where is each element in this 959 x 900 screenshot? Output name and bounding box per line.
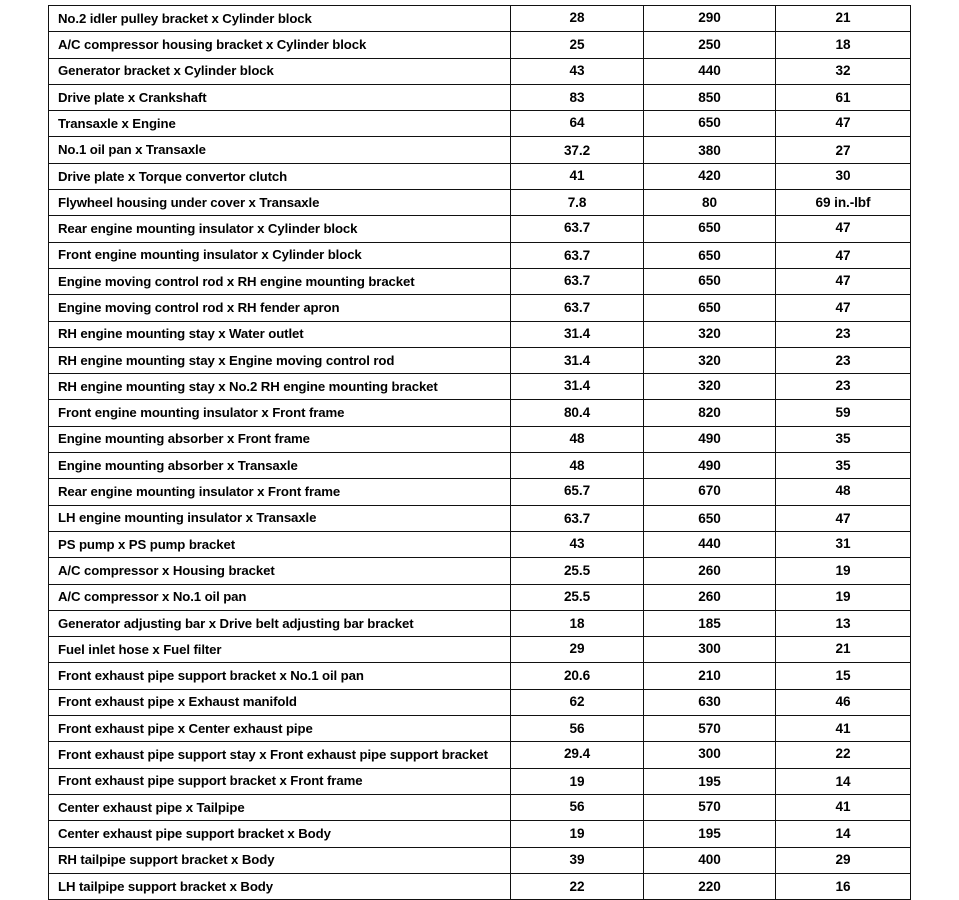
cell-torque-n-m: 56	[511, 794, 644, 820]
cell-torque-kgf-cm: 250	[644, 32, 776, 58]
cell-torque-n-m: 18	[511, 610, 644, 636]
cell-torque-kgf-cm: 320	[644, 321, 776, 347]
cell-torque-ft-lbf: 32	[776, 58, 911, 84]
cell-torque-ft-lbf: 23	[776, 374, 911, 400]
cell-part-description: Engine moving control rod x RH engine mounting bracket	[49, 268, 511, 294]
cell-part-description: Front engine mounting insulator x Cylinder block	[49, 242, 511, 268]
cell-torque-n-m: 43	[511, 531, 644, 557]
cell-part-description: A/C compressor housing bracket x Cylinder block	[49, 32, 511, 58]
cell-torque-kgf-cm: 185	[644, 610, 776, 636]
cell-part-description: Front exhaust pipe x Center exhaust pipe	[49, 716, 511, 742]
table-row	[49, 610, 911, 636]
cell-part-description: Front exhaust pipe support bracket x No.1 oil pan	[49, 663, 511, 689]
cell-torque-n-m: 64	[511, 111, 644, 137]
cell-torque-n-m: 48	[511, 453, 644, 479]
cell-torque-n-m: 31.4	[511, 321, 644, 347]
table-row	[49, 531, 911, 557]
cell-torque-kgf-cm: 490	[644, 426, 776, 452]
table-row	[49, 663, 911, 689]
cell-torque-ft-lbf: 27	[776, 137, 911, 163]
cell-torque-kgf-cm: 380	[644, 137, 776, 163]
cell-torque-kgf-cm: 570	[644, 794, 776, 820]
cell-part-description: LH engine mounting insulator x Transaxle	[49, 505, 511, 531]
cell-part-description: Flywheel housing under cover x Transaxle	[49, 190, 511, 216]
table-row	[49, 716, 911, 742]
cell-torque-kgf-cm: 300	[644, 637, 776, 663]
table-row	[49, 190, 911, 216]
cell-part-description: RH engine mounting stay x Water outlet	[49, 321, 511, 347]
cell-part-description: LH tailpipe support bracket x Body	[49, 873, 511, 899]
cell-torque-kgf-cm: 570	[644, 716, 776, 742]
cell-torque-kgf-cm: 630	[644, 689, 776, 715]
cell-part-description: A/C compressor x Housing bracket	[49, 558, 511, 584]
table-row	[49, 321, 911, 347]
cell-torque-kgf-cm: 650	[644, 268, 776, 294]
cell-torque-kgf-cm: 850	[644, 84, 776, 110]
cell-torque-n-m: 63.7	[511, 216, 644, 242]
cell-torque-ft-lbf: 48	[776, 479, 911, 505]
cell-torque-kgf-cm: 220	[644, 873, 776, 899]
table-row	[49, 400, 911, 426]
cell-part-description: No.1 oil pan x Transaxle	[49, 137, 511, 163]
cell-torque-n-m: 48	[511, 426, 644, 452]
cell-torque-n-m: 83	[511, 84, 644, 110]
table-row	[49, 768, 911, 794]
cell-torque-n-m: 7.8	[511, 190, 644, 216]
table-row	[49, 216, 911, 242]
cell-part-description: Center exhaust pipe x Tailpipe	[49, 794, 511, 820]
cell-torque-ft-lbf: 61	[776, 84, 911, 110]
cell-torque-ft-lbf: 19	[776, 558, 911, 584]
cell-torque-kgf-cm: 440	[644, 531, 776, 557]
cell-torque-kgf-cm: 260	[644, 584, 776, 610]
cell-torque-n-m: 22	[511, 873, 644, 899]
cell-torque-kgf-cm: 195	[644, 821, 776, 847]
cell-torque-n-m: 28	[511, 6, 644, 32]
cell-torque-ft-lbf: 47	[776, 216, 911, 242]
cell-torque-ft-lbf: 41	[776, 794, 911, 820]
cell-torque-ft-lbf: 29	[776, 847, 911, 873]
cell-torque-ft-lbf: 47	[776, 242, 911, 268]
table-row	[49, 374, 911, 400]
cell-part-description: Rear engine mounting insulator x Front frame	[49, 479, 511, 505]
table-row	[49, 689, 911, 715]
cell-part-description: No.2 idler pulley bracket x Cylinder block	[49, 6, 511, 32]
cell-torque-n-m: 25.5	[511, 584, 644, 610]
table-row	[49, 847, 911, 873]
cell-torque-n-m: 39	[511, 847, 644, 873]
cell-torque-n-m: 63.7	[511, 295, 644, 321]
cell-part-description: Rear engine mounting insulator x Cylinder block	[49, 216, 511, 242]
cell-torque-ft-lbf: 30	[776, 163, 911, 189]
cell-torque-ft-lbf: 21	[776, 637, 911, 663]
cell-part-description: Engine moving control rod x RH fender apron	[49, 295, 511, 321]
cell-torque-n-m: 25.5	[511, 558, 644, 584]
table-row	[49, 426, 911, 452]
table-row	[49, 163, 911, 189]
cell-torque-n-m: 29	[511, 637, 644, 663]
table-row	[49, 347, 911, 373]
cell-torque-n-m: 63.7	[511, 505, 644, 531]
cell-torque-kgf-cm: 260	[644, 558, 776, 584]
cell-part-description: RH engine mounting stay x Engine moving control rod	[49, 347, 511, 373]
cell-part-description: Front exhaust pipe support stay x Front exhaust pipe support bracket	[49, 742, 511, 768]
cell-part-description: Transaxle x Engine	[49, 111, 511, 137]
cell-torque-n-m: 63.7	[511, 268, 644, 294]
table-row	[49, 479, 911, 505]
table-row	[49, 558, 911, 584]
cell-torque-n-m: 29.4	[511, 742, 644, 768]
cell-torque-ft-lbf: 59	[776, 400, 911, 426]
cell-torque-kgf-cm: 650	[644, 505, 776, 531]
cell-torque-ft-lbf: 13	[776, 610, 911, 636]
cell-torque-ft-lbf: 31	[776, 531, 911, 557]
cell-part-description: Generator adjusting bar x Drive belt adjusting bar bracket	[49, 610, 511, 636]
cell-part-description: Front exhaust pipe x Exhaust manifold	[49, 689, 511, 715]
cell-torque-kgf-cm: 210	[644, 663, 776, 689]
cell-torque-n-m: 80.4	[511, 400, 644, 426]
cell-torque-kgf-cm: 320	[644, 347, 776, 373]
cell-torque-ft-lbf: 16	[776, 873, 911, 899]
cell-torque-kgf-cm: 300	[644, 742, 776, 768]
cell-torque-kgf-cm: 650	[644, 216, 776, 242]
cell-torque-ft-lbf: 35	[776, 453, 911, 479]
cell-part-description: Center exhaust pipe support bracket x Body	[49, 821, 511, 847]
cell-torque-n-m: 31.4	[511, 347, 644, 373]
cell-torque-n-m: 62	[511, 689, 644, 715]
cell-torque-n-m: 20.6	[511, 663, 644, 689]
cell-torque-n-m: 41	[511, 163, 644, 189]
cell-torque-kgf-cm: 670	[644, 479, 776, 505]
cell-part-description: Front exhaust pipe support bracket x Front frame	[49, 768, 511, 794]
cell-torque-kgf-cm: 195	[644, 768, 776, 794]
cell-torque-n-m: 31.4	[511, 374, 644, 400]
cell-torque-ft-lbf: 18	[776, 32, 911, 58]
table-row	[49, 111, 911, 137]
cell-part-description: RH engine mounting stay x No.2 RH engine mounting bracket	[49, 374, 511, 400]
table-row	[49, 505, 911, 531]
table-row	[49, 794, 911, 820]
table-row	[49, 242, 911, 268]
cell-torque-ft-lbf: 19	[776, 584, 911, 610]
cell-part-description: Engine mounting absorber x Transaxle	[49, 453, 511, 479]
table-row	[49, 742, 911, 768]
cell-torque-kgf-cm: 490	[644, 453, 776, 479]
table-row	[49, 453, 911, 479]
cell-part-description: Engine mounting absorber x Front frame	[49, 426, 511, 452]
cell-torque-kgf-cm: 650	[644, 295, 776, 321]
cell-torque-ft-lbf: 47	[776, 505, 911, 531]
cell-torque-ft-lbf: 21	[776, 6, 911, 32]
cell-torque-ft-lbf: 15	[776, 663, 911, 689]
cell-torque-kgf-cm: 650	[644, 111, 776, 137]
table-row	[49, 6, 911, 32]
table-row	[49, 637, 911, 663]
cell-torque-kgf-cm: 440	[644, 58, 776, 84]
cell-part-description: Front engine mounting insulator x Front frame	[49, 400, 511, 426]
cell-torque-n-m: 19	[511, 768, 644, 794]
cell-torque-ft-lbf: 22	[776, 742, 911, 768]
cell-torque-ft-lbf: 35	[776, 426, 911, 452]
table-row	[49, 584, 911, 610]
cell-torque-kgf-cm: 650	[644, 242, 776, 268]
table-row	[49, 873, 911, 899]
table-row	[49, 84, 911, 110]
cell-torque-kgf-cm: 80	[644, 190, 776, 216]
torque-table-body	[49, 6, 911, 900]
cell-torque-ft-lbf: 23	[776, 347, 911, 373]
cell-part-description: Drive plate x Torque convertor clutch	[49, 163, 511, 189]
cell-part-description: Fuel inlet hose x Fuel filter	[49, 637, 511, 663]
cell-torque-kgf-cm: 320	[644, 374, 776, 400]
cell-part-description: A/C compressor x No.1 oil pan	[49, 584, 511, 610]
cell-torque-n-m: 65.7	[511, 479, 644, 505]
cell-torque-n-m: 37.2	[511, 137, 644, 163]
cell-part-description: Drive plate x Crankshaft	[49, 84, 511, 110]
cell-torque-ft-lbf: 69 in.-lbf	[776, 190, 911, 216]
table-row	[49, 137, 911, 163]
cell-torque-ft-lbf: 41	[776, 716, 911, 742]
cell-part-description: Generator bracket x Cylinder block	[49, 58, 511, 84]
cell-torque-n-m: 19	[511, 821, 644, 847]
cell-torque-ft-lbf: 14	[776, 821, 911, 847]
cell-torque-ft-lbf: 23	[776, 321, 911, 347]
table-row	[49, 821, 911, 847]
cell-torque-ft-lbf: 14	[776, 768, 911, 794]
table-row	[49, 32, 911, 58]
table-row	[49, 295, 911, 321]
cell-torque-kgf-cm: 820	[644, 400, 776, 426]
cell-torque-n-m: 43	[511, 58, 644, 84]
table-row	[49, 268, 911, 294]
cell-torque-n-m: 25	[511, 32, 644, 58]
cell-torque-ft-lbf: 46	[776, 689, 911, 715]
torque-specification-table	[48, 5, 911, 900]
cell-torque-kgf-cm: 420	[644, 163, 776, 189]
cell-part-description: PS pump x PS pump bracket	[49, 531, 511, 557]
cell-torque-ft-lbf: 47	[776, 268, 911, 294]
cell-part-description: RH tailpipe support bracket x Body	[49, 847, 511, 873]
cell-torque-ft-lbf: 47	[776, 111, 911, 137]
cell-torque-kgf-cm: 400	[644, 847, 776, 873]
cell-torque-kgf-cm: 290	[644, 6, 776, 32]
table-row	[49, 58, 911, 84]
cell-torque-n-m: 56	[511, 716, 644, 742]
cell-torque-n-m: 63.7	[511, 242, 644, 268]
cell-torque-ft-lbf: 47	[776, 295, 911, 321]
